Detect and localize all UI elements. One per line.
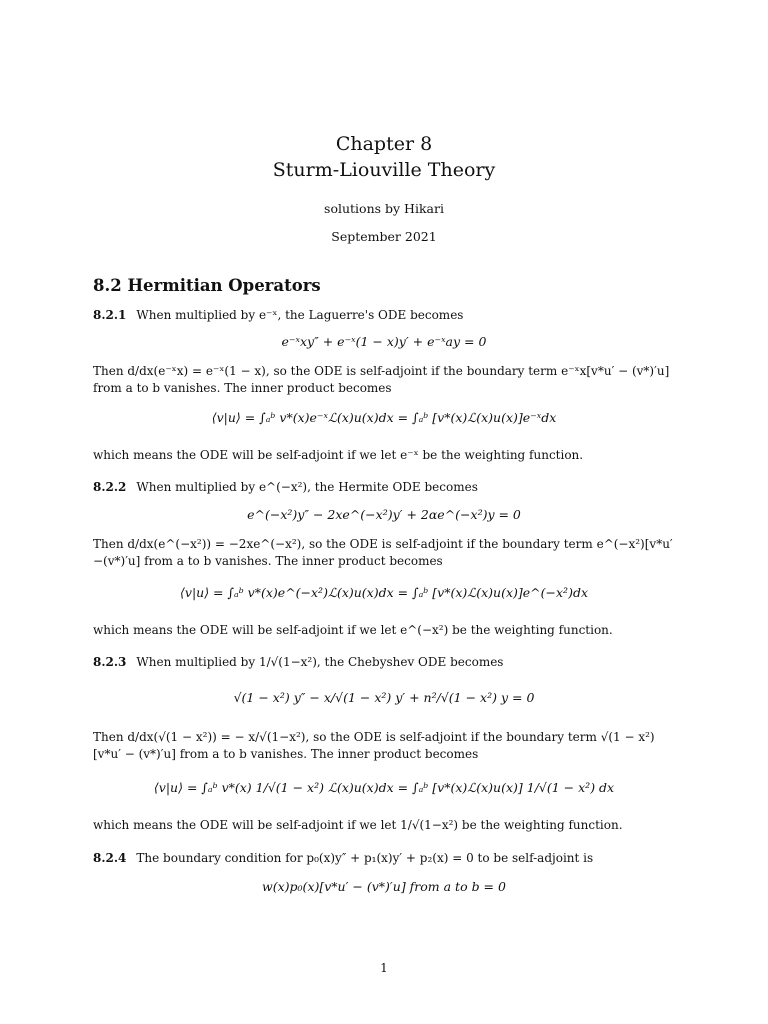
problem-8-2-4-equation-1: w(x)p₀(x)[v*u′ − (v*)′u] from a to b = 0 xyxy=(262,879,506,894)
chapter-number: Chapter 8 xyxy=(335,133,433,155)
problem-8-2-3-intro xyxy=(93,654,675,671)
problem-number: 8.2.4 xyxy=(93,851,127,865)
problem-number: 8.2.3 xyxy=(93,655,127,669)
problem-intro: When multiplied by e⁻ˣ, the Laguerre's ODE becomes xyxy=(136,308,464,322)
problem-8-2-1-text-2: Then d/dx(e⁻ˣx) = e⁻ˣ(1 − x), so the ODE is self-adjoint if the boundary term e⁻ˣx[v*u′ − (v*)′u] from a to b vanishes. The inner product becomes xyxy=(93,364,670,395)
problem-8-2-3-text-3: which means the ODE will be self-adjoint if we let 1/√(1−x²) be the weighting function. xyxy=(93,818,623,832)
problem-intro: When multiplied by 1/√(1−x²), the Chebyshev ODE becomes xyxy=(136,655,504,669)
page-number: 1 xyxy=(380,961,388,975)
problem-8-2-2-equation-1: e^(−x²)y″ − 2xe^(−x²)y′ + 2αe^(−x²)y = 0 xyxy=(247,507,521,522)
problem-8-2-2-intro xyxy=(93,479,675,496)
problem-8-2-1-text-3: which means the ODE will be self-adjoint if we let e⁻ˣ be the weighting function. xyxy=(93,448,584,462)
problem-8-2-1-equation-2: ⟨v|u⟩ = ∫ₐᵇ v*(x)e⁻ˣℒ(x)u(x)dx = ∫ₐᵇ [v*(x)ℒ(x)u(x)]e⁻ˣdx xyxy=(211,410,557,425)
chapter-title: Sturm-Liouville Theory xyxy=(272,159,496,181)
section-title: 8.2 Hermitian Operators xyxy=(93,276,321,295)
problem-8-2-2-equation-2: ⟨v|u⟩ = ∫ₐᵇ v*(x)e^(−x²)ℒ(x)u(x)dx = ∫ₐᵇ [v*(x)ℒ(x)u(x)]e^(−x²)dx xyxy=(180,585,588,600)
author-line: solutions by Hikari xyxy=(324,201,444,216)
problem-8-2-3-text-2: Then d/dx(√(1 − x²)) = − x/√(1−x²), so the ODE is self-adjoint if the boundary term √(1 − x²)[v*u′ − (v*)′u] from a to b vanishes. The inner product becomes xyxy=(93,730,655,761)
problem-8-2-4-intro xyxy=(93,850,675,867)
problem-number: 8.2.1 xyxy=(93,308,127,322)
problem-8-2-1-equation-1: e⁻ˣxy″ + e⁻ˣ(1 − x)y′ + e⁻ˣay = 0 xyxy=(281,334,487,349)
problem-8-2-3-equation-2: ⟨v|u⟩ = ∫ₐᵇ v*(x) 1/√(1 − x²) ℒ(x)u(x)dx = ∫ₐᵇ [v*(x)ℒ(x)u(x)] 1/√(1 − x²) dx xyxy=(153,780,615,795)
problem-intro: When multiplied by e^(−x²), the Hermite ODE becomes xyxy=(136,480,478,494)
problem-8-2-1-intro xyxy=(93,307,675,324)
problem-number: 8.2.2 xyxy=(93,480,127,494)
problem-intro: The boundary condition for p₀(x)y″ + p₁(x)y′ + p₂(x) = 0 to be self-adjoint is xyxy=(136,851,594,865)
problem-8-2-2-text-3: which means the ODE will be self-adjoint if we let e^(−x²) be the weighting function. xyxy=(93,623,613,637)
date-line: September 2021 xyxy=(331,229,437,244)
problem-8-2-2-text-2: Then d/dx(e^(−x²)) = −2xe^(−x²), so the ODE is self-adjoint if the boundary term e^(−x²)[v*u′−(v*)′u] from a to b vanishes. The inner product becomes xyxy=(93,537,673,568)
problem-8-2-3-equation-1: √(1 − x²) y″ − x/√(1 − x²) y′ + n²/√(1 − x²) y = 0 xyxy=(233,690,535,705)
